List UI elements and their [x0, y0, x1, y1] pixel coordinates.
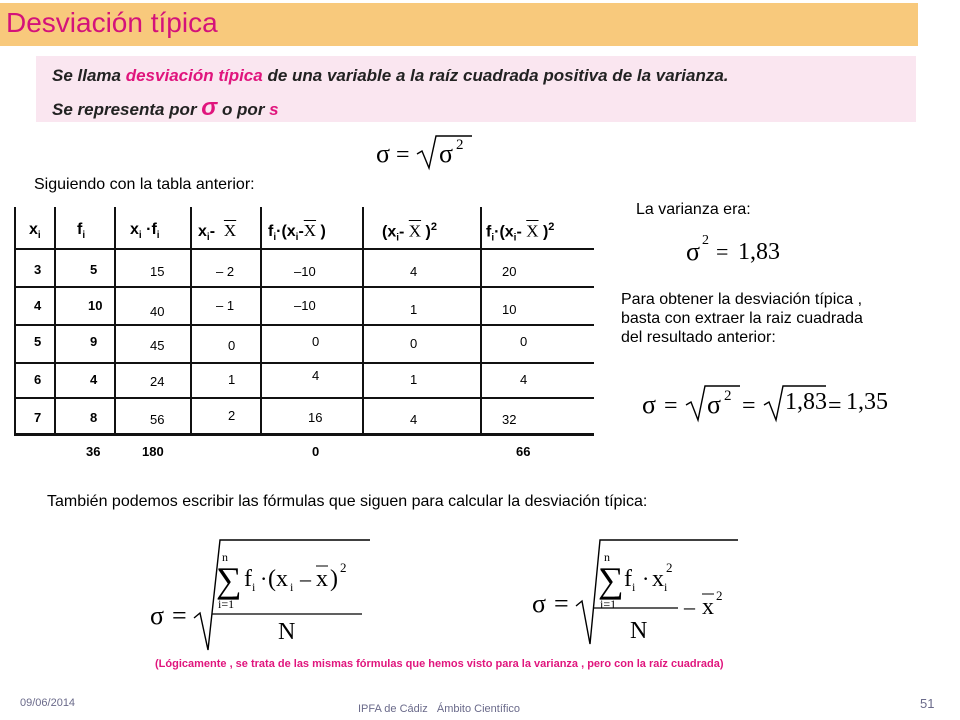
- column-divider: [260, 207, 262, 433]
- svg-text:2: 2: [724, 388, 732, 404]
- svg-text:(x: (x: [268, 566, 288, 592]
- explanation-line: del resultado anterior:: [621, 329, 776, 346]
- total-xifi: 180: [142, 444, 164, 459]
- definition-term: desviación típica: [125, 66, 263, 85]
- table-cell: 0: [228, 338, 236, 353]
- svg-text:σ: σ: [707, 390, 722, 419]
- table-cell: 56: [150, 412, 165, 427]
- represent-text: Se representa por: [52, 100, 202, 119]
- svg-text:2: 2: [340, 560, 347, 575]
- svg-text:=: =: [396, 142, 410, 168]
- header-deviation: $x_i-$ $\overline{X}$: [198, 221, 237, 244]
- table-cell: 4: [34, 298, 42, 313]
- svg-text:=: =: [664, 393, 678, 419]
- definition-text: Se llama: [52, 66, 126, 85]
- svg-text:x: x: [316, 566, 328, 592]
- svg-text:·: ·: [642, 566, 650, 591]
- table-cell: 8: [90, 410, 98, 425]
- variance-under-root: 1,83: [785, 389, 827, 415]
- definition-text-end: de una variable a la raíz cuadrada positiva de la varianza.: [262, 66, 729, 85]
- svg-text:–: –: [300, 566, 311, 591]
- row-divider: [16, 324, 594, 326]
- table-cell: 32: [502, 412, 517, 427]
- svg-text:∑: ∑: [598, 560, 624, 600]
- sigma-definition-formula: [372, 130, 482, 172]
- table-cell: 45: [150, 338, 165, 353]
- frequency-table: [14, 207, 594, 436]
- svg-text:n: n: [222, 550, 228, 564]
- table-cell: 1: [410, 302, 418, 317]
- table-cell: 9: [90, 334, 98, 349]
- table-cell: 0: [520, 334, 528, 349]
- footer-center: IPFA de Cádiz Ámbito Científico: [358, 703, 521, 715]
- result-value: 1,35: [846, 389, 888, 415]
- total-fi-deviation-squared: 66: [516, 444, 531, 459]
- svg-text:2: 2: [456, 137, 464, 153]
- svg-text:i=1: i=1: [600, 597, 617, 611]
- table-cell: 4: [410, 412, 418, 427]
- column-divider: [114, 207, 116, 433]
- table-cell: 4: [410, 264, 418, 279]
- table-cell: 1: [228, 372, 236, 387]
- table-cell: –10: [294, 298, 316, 313]
- table-cell: 5: [34, 334, 42, 349]
- table-cell: 3: [34, 262, 42, 277]
- explanation-line: basta con extraer la raiz cuadrada: [621, 310, 863, 327]
- definition-line-2: [52, 94, 279, 122]
- header-xifi: $x_i \cdot f_i$: [130, 221, 160, 242]
- table-cell: 40: [150, 304, 165, 319]
- svg-text:N: N: [278, 619, 296, 645]
- table-cell: 0: [312, 334, 320, 349]
- explanation-line: Para obtener la desviación típica ,: [621, 291, 863, 308]
- sigma-symbol: σ: [201, 94, 218, 121]
- s-symbol: s: [269, 100, 279, 119]
- svg-text:i: i: [252, 580, 256, 594]
- definition-box: [36, 56, 916, 122]
- total-fi: 36: [86, 444, 101, 459]
- svg-text:–: –: [684, 594, 695, 619]
- column-divider: [190, 207, 192, 433]
- header-xi: $x_i$: [29, 221, 41, 242]
- std-dev-formula-squares: [532, 536, 752, 656]
- table-cell: 10: [502, 302, 517, 317]
- svg-text:N: N: [630, 618, 648, 644]
- svg-text:∑: ∑: [216, 560, 242, 600]
- table-cell: 0: [410, 336, 418, 351]
- table-cell: –10: [294, 264, 316, 279]
- formulas-intro: También podemos escribir las fórmulas que siguen para calcular la desviación típica:: [47, 493, 648, 510]
- row-divider: [16, 362, 594, 364]
- svg-text:σ: σ: [439, 139, 454, 168]
- svg-text:i: i: [290, 580, 294, 594]
- svg-text:=: =: [554, 589, 569, 618]
- table-cell: 24: [150, 374, 165, 389]
- page-number: 51: [920, 696, 935, 711]
- represent-text-or: o por: [217, 100, 270, 119]
- page-title: Desviación típica: [6, 7, 218, 38]
- column-divider: [480, 207, 482, 433]
- svg-text:·: ·: [260, 566, 268, 591]
- svg-text:n: n: [604, 550, 610, 564]
- svg-text:x: x: [652, 566, 664, 592]
- row-divider: [16, 248, 594, 250]
- header-deviation-squared: ($x_i-$ $\overline{X}$ )$^2$: [382, 221, 437, 244]
- table-cell: 5: [90, 262, 98, 277]
- svg-text:): ): [330, 566, 338, 592]
- svg-text:=: =: [828, 393, 842, 419]
- explanation-text: [621, 290, 863, 347]
- row-divider: [16, 286, 594, 288]
- intro-text: Siguiendo con la tabla anterior:: [34, 176, 255, 193]
- table-cell: 16: [308, 410, 323, 425]
- svg-text:f: f: [244, 566, 252, 592]
- table-cell: 4: [520, 372, 528, 387]
- variance-label: La varianza era:: [636, 201, 751, 218]
- svg-text:=: =: [742, 393, 756, 419]
- table-cell: 15: [150, 264, 165, 279]
- table-cell: 10: [88, 298, 103, 313]
- header-fi-deviation: $f_i\cdot(x_i-\overline{X}$ ): [268, 221, 326, 244]
- svg-text:σ: σ: [150, 601, 165, 630]
- svg-text:2: 2: [666, 560, 673, 575]
- definition-line-1: [52, 66, 729, 86]
- svg-text:i: i: [632, 580, 636, 594]
- table-cell: 20: [502, 264, 517, 279]
- table-cell: – 2: [216, 264, 235, 279]
- svg-text:x: x: [702, 594, 714, 620]
- table-cell: 1: [410, 372, 418, 387]
- result-formula: [642, 380, 892, 424]
- variance-formula: σ 2 = 1,83: [686, 233, 780, 266]
- row-divider: [16, 397, 594, 399]
- table-cell: 7: [34, 410, 42, 425]
- footer-date: 09/06/2014: [20, 697, 76, 709]
- svg-text:σ: σ: [642, 390, 657, 419]
- variance-value: 1,83: [738, 239, 780, 265]
- table-cell: 6: [34, 372, 42, 387]
- svg-text:σ: σ: [376, 139, 391, 168]
- svg-text:σ: σ: [532, 589, 547, 618]
- table-cell: 4: [90, 372, 98, 387]
- svg-text:i: i: [664, 580, 668, 594]
- svg-text:2: 2: [716, 588, 723, 603]
- column-divider: [362, 207, 364, 433]
- table-cell: 4: [312, 368, 320, 383]
- note-text: (Lógicamente , se trata de las mismas fórmulas que hemos visto para la varianza , pero con la raíz cuadrada): [155, 658, 724, 670]
- svg-text:i=1: i=1: [218, 597, 235, 611]
- svg-text:=: =: [172, 601, 187, 630]
- svg-text:f: f: [624, 566, 632, 592]
- table-cell: – 1: [216, 298, 235, 313]
- table-cell: 2: [228, 408, 236, 423]
- total-fi-deviation: 0: [312, 444, 320, 459]
- column-divider: [54, 207, 56, 433]
- header-fi-deviation-squared: $f_i\cdot(x_i-$ $\overline{X}$ )$^2$: [486, 221, 555, 244]
- std-dev-formula-deviations: [150, 536, 380, 656]
- header-fi: $f_i$: [77, 221, 86, 242]
